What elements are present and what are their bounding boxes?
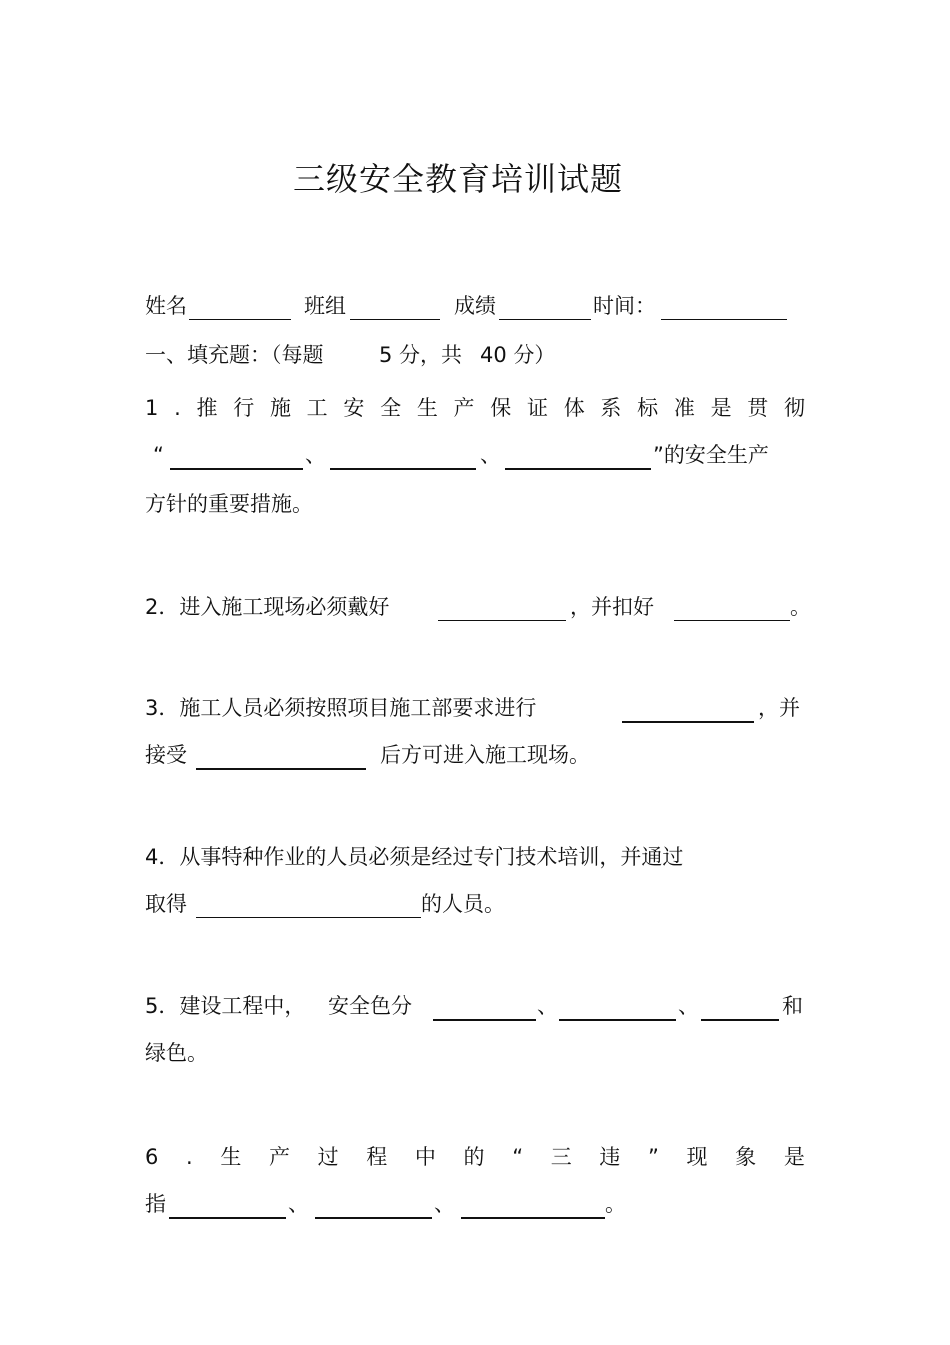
q1-char: 标 — [637, 396, 659, 420]
q6-char: 是 — [783, 1145, 805, 1169]
section-points: 5 分，共 — [379, 343, 463, 367]
q6-char: 产 — [268, 1145, 290, 1169]
q1-char: 保 — [490, 396, 512, 420]
q1-blank-3[interactable] — [505, 438, 651, 470]
q5-sep-2: 、 — [678, 994, 699, 1018]
q1-char: 安 — [343, 396, 365, 420]
q4-line2-end: 的人员。 — [421, 892, 505, 916]
q1-blank-1[interactable] — [170, 438, 303, 470]
q1-char: 施 — [269, 396, 291, 420]
section-title: 一、填充题：（每题 — [145, 343, 324, 367]
q6-char: ” — [648, 1145, 659, 1169]
question-1-line2 — [145, 438, 805, 472]
score-label: 成绩 — [454, 294, 496, 318]
q1-char: 推 — [196, 396, 218, 420]
q1-line3-text: 方针的重要措施。 — [145, 492, 313, 516]
header-fields — [145, 289, 805, 323]
question-3-line1 — [145, 691, 805, 725]
question-6-line1 — [145, 1140, 805, 1174]
question-1-line3 — [145, 487, 805, 521]
q6-char: “ — [512, 1145, 524, 1169]
q1-char: 彻 — [784, 396, 805, 420]
q1-char: 工 — [306, 396, 328, 420]
q1-char: 证 — [526, 396, 548, 420]
q3-line2-start: 接受 — [145, 743, 187, 767]
q5-line2: 绿色。 — [145, 1041, 208, 1065]
q6-char: 程 — [366, 1145, 388, 1169]
q1-char: 1 — [145, 396, 159, 420]
q5-blank-1[interactable] — [433, 989, 536, 1021]
q6-blank-3[interactable] — [461, 1187, 605, 1219]
q1-char: . — [174, 396, 181, 420]
q1-tail: ”的安全生产 — [653, 443, 769, 467]
q6-char: 6 — [145, 1145, 159, 1169]
q1-open-quote: “ — [153, 443, 164, 467]
page-title: 三级安全教育培训试题 — [292, 160, 623, 198]
question-5-line1 — [145, 989, 805, 1023]
q6-char: 象 — [735, 1145, 757, 1169]
q5-mid: 安全色分 — [328, 994, 412, 1018]
q1-sep-1: 、 — [305, 443, 326, 467]
q2-blank-2[interactable] — [674, 590, 790, 621]
q6-blank-1[interactable] — [169, 1187, 286, 1219]
q3-line2-end: 后方可进入施工现场。 — [380, 743, 590, 767]
q3-tail: ，并 — [758, 696, 800, 720]
q4-line1: 4．从事特种作业的人员必须是经过专门技术培训，并通过 — [145, 845, 684, 869]
group-label: 班组 — [304, 294, 346, 318]
q6-line2-start: 指 — [145, 1192, 166, 1216]
section-heading — [145, 338, 805, 372]
q5-blank-3[interactable] — [701, 989, 779, 1021]
q2-mid: ，并扣好 — [570, 595, 654, 619]
group-field[interactable] — [350, 289, 440, 320]
question-5-line2 — [145, 1036, 805, 1070]
q4-line2-start: 取得 — [145, 892, 187, 916]
q2-text: 2．进入施工现场必须戴好 — [145, 595, 390, 619]
q1-char: 生 — [416, 396, 438, 420]
q1-char: 全 — [380, 396, 402, 420]
q6-char: 过 — [317, 1145, 339, 1169]
name-field[interactable] — [189, 289, 291, 320]
q6-blank-2[interactable] — [315, 1187, 432, 1219]
q5-text: 5．建设工程中， — [145, 994, 306, 1018]
q6-end: 。 — [605, 1192, 626, 1216]
q5-sep-1: 、 — [537, 994, 558, 1018]
q1-char: 准 — [673, 396, 695, 420]
question-4-line1 — [145, 840, 805, 874]
section-total: 40 分） — [480, 343, 556, 367]
q6-char: 的 — [463, 1145, 485, 1169]
q1-char: 行 — [233, 396, 255, 420]
score-field[interactable] — [499, 289, 591, 320]
question-2 — [145, 590, 810, 624]
question-1-line1 — [145, 391, 805, 425]
q1-char: 是 — [710, 396, 732, 420]
q6-char: . — [186, 1145, 193, 1169]
q2-blank-1[interactable] — [438, 590, 566, 621]
time-label: 时间： — [593, 294, 656, 318]
q6-char: 生 — [220, 1145, 242, 1169]
q6-char: 三 — [550, 1145, 572, 1169]
q1-blank-2[interactable] — [330, 438, 476, 470]
q6-char: 中 — [414, 1145, 436, 1169]
q3-blank-2[interactable] — [196, 738, 366, 770]
q5-blank-2[interactable] — [559, 989, 676, 1021]
question-4-line2 — [145, 887, 805, 921]
q1-sep-2: 、 — [480, 443, 501, 467]
time-field[interactable] — [661, 289, 787, 320]
q3-text: 3．施工人员必须按照项目施工部要求进行 — [145, 696, 537, 720]
question-6-line2 — [145, 1187, 805, 1221]
q2-end: 。 — [790, 595, 811, 619]
name-label: 姓名 — [145, 294, 187, 318]
q1-char: 产 — [453, 396, 475, 420]
q4-blank[interactable] — [196, 887, 421, 918]
q6-char: 违 — [599, 1145, 621, 1169]
q3-blank-1[interactable] — [622, 691, 754, 723]
q5-tail: 和 — [782, 994, 803, 1018]
q1-char: 体 — [563, 396, 585, 420]
q6-char: 现 — [686, 1145, 708, 1169]
q1-char: 贯 — [747, 396, 769, 420]
q6-sep-2: 、 — [434, 1192, 455, 1216]
question-3-line2 — [145, 738, 805, 772]
q6-sep-1: 、 — [288, 1192, 309, 1216]
q1-char: 系 — [600, 396, 622, 420]
